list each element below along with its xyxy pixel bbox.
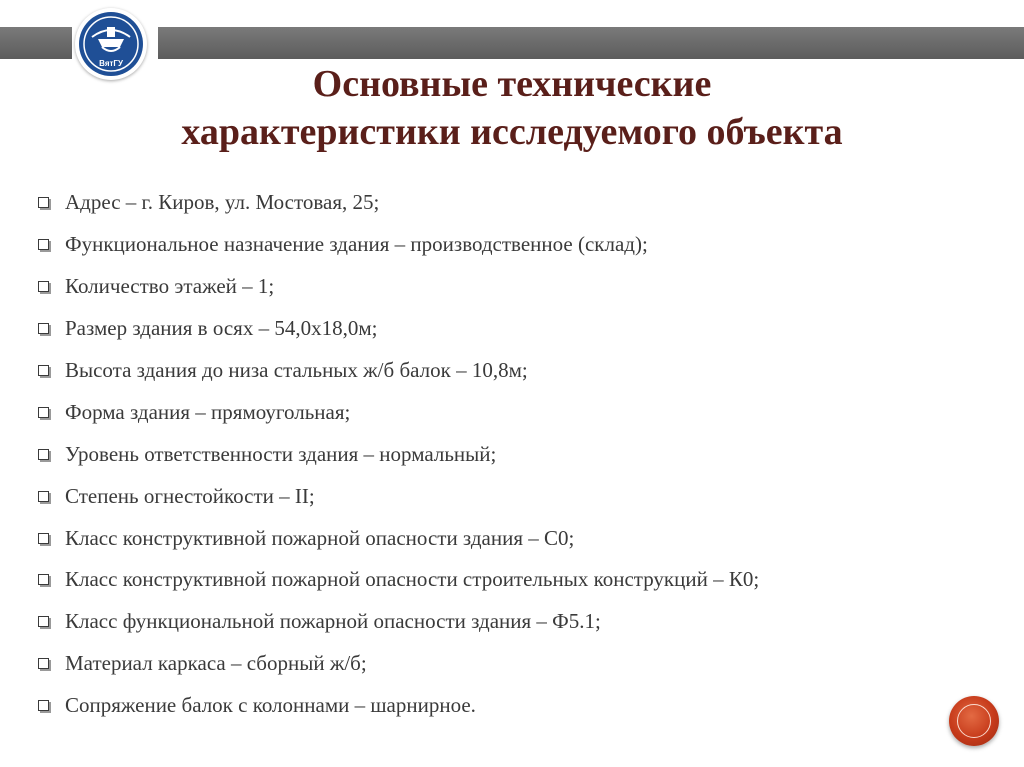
list-item-text: Количество этажей – 1; <box>65 274 275 299</box>
characteristics-list <box>38 182 998 727</box>
list-item-text: Степень огнестойкости – II; <box>65 483 315 508</box>
list-item <box>38 224 998 266</box>
square-bullet-icon <box>38 574 49 585</box>
list-item-text: Сопряжение балок с колоннами – шарнирное. <box>65 693 476 718</box>
square-bullet-icon <box>38 491 49 502</box>
list-item <box>38 308 998 350</box>
header-bar-left <box>0 27 72 59</box>
title-line-1: Основные технические <box>312 63 712 105</box>
slide-title <box>60 60 964 156</box>
list-item <box>38 517 998 559</box>
list-item-text: Класс конструктивной пожарной опасности здания – С0; <box>65 525 575 550</box>
list-item <box>38 391 998 433</box>
square-bullet-icon <box>38 323 49 334</box>
list-item-text: Класс конструктивной пожарной опасности строительных конструкций – К0; <box>65 567 760 592</box>
list-item-text: Форма здания – прямоугольная; <box>65 399 351 424</box>
nav-ring-icon <box>957 704 991 738</box>
list-item-text: Уровень ответственности здания – нормальный; <box>65 441 497 466</box>
list-item <box>38 475 998 517</box>
square-bullet-icon <box>38 658 49 669</box>
list-item-text: Класс функциональной пожарной опасности здания – Ф5.1; <box>65 609 601 634</box>
list-item-text: Функциональное назначение здания – производственное (склад); <box>65 232 648 257</box>
square-bullet-icon <box>38 365 49 376</box>
list-item-text: Высота здания до низа стальных ж/б балок – 10,8м; <box>65 358 528 382</box>
square-bullet-icon <box>38 700 49 711</box>
list-item <box>38 182 998 224</box>
list-item <box>38 433 998 475</box>
list-item <box>38 350 998 392</box>
square-bullet-icon <box>38 281 49 292</box>
square-bullet-icon <box>38 407 49 418</box>
logo-text: ВятГУ <box>99 59 123 68</box>
list-item <box>38 643 998 685</box>
square-bullet-icon <box>38 533 49 544</box>
list-item <box>38 266 998 308</box>
square-bullet-icon <box>38 616 49 627</box>
square-bullet-icon <box>38 197 49 208</box>
header-bar-right <box>158 27 1024 59</box>
list-item <box>38 559 998 601</box>
square-bullet-icon <box>38 239 49 250</box>
next-slide-button[interactable] <box>949 696 999 746</box>
list-item <box>38 601 998 643</box>
list-item-text: Материал каркаса – сборный ж/б; <box>65 651 367 676</box>
list-item <box>38 685 998 727</box>
square-bullet-icon <box>38 449 49 460</box>
title-line-2: характеристики исследуемого объекта <box>181 111 843 153</box>
list-item-text: Адрес – г. Киров, ул. Мостовая, 25; <box>65 190 380 215</box>
list-item-text: Размер здания в осях – 54,0х18,0м; <box>65 316 378 341</box>
